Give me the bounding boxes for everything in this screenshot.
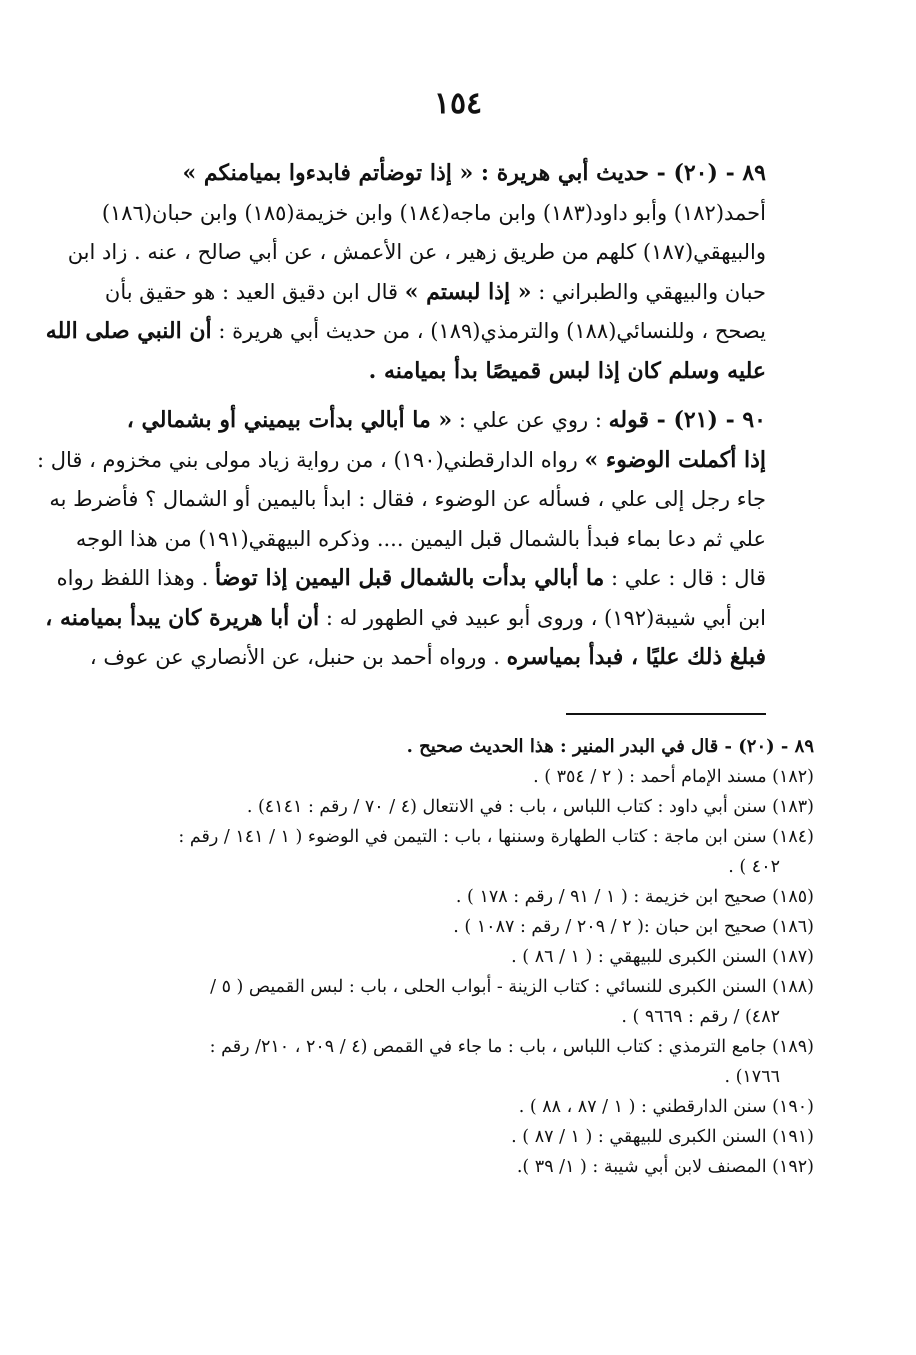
footnote-191: (١٩١) السنن الكبرى للبيهقي : ( ١ / ٨٧ ) .	[511, 1127, 814, 1147]
text-span: . ورواه أحمد بن حنبل، عن الأنصاري عن عوف ،	[89, 645, 507, 669]
footnote-188-continued: ٤٨٢) / رقم : ٩٦٦٩ ) .	[621, 1007, 780, 1027]
text-span: رواه الدارقطني(١٩٠) ، من رواية زياد مولى بني مخزوم ، قال :	[36, 447, 585, 472]
text-line	[45, 599, 766, 639]
text-span: يصحح ، وللنسائي(١٨٨) والترمذي(١٨٩) ، من حديث أبي هريرة :	[211, 319, 766, 343]
footnote-186: (١٨٦) صحيح ابن حبان :( ٢ / ٢٠٩ / رقم : ١٠٨٧ ) .	[453, 917, 814, 937]
page-number: ١٥٤	[433, 86, 483, 121]
hadith-89-paragraph	[45, 154, 766, 391]
bold-quote: فبلغ ذلك عليًا ، فبدأ بمياسره	[506, 644, 766, 670]
text-span: . وهذا اللفظ رواه	[56, 566, 215, 590]
text-line	[56, 559, 766, 599]
footnote-187: (١٨٧) السنن الكبرى للبيهقي : ( ١ / ٨٦ ) .	[511, 947, 814, 967]
hadith-90-heading: ٩٠ - (٢١) - قوله	[608, 407, 766, 433]
text-line: جاء رجل إلى علي ، فسأله عن الوضوء ، فقال : ابدأ باليمين أو الشمال ؟ فأضرط به	[49, 487, 766, 511]
bold-quote: « ما أبالي بدأت بيميني أو بشمالي ،	[126, 407, 453, 433]
text-line	[45, 312, 766, 352]
bold-quote: « إذا لبستم »	[404, 278, 532, 305]
text-span: قال ابن دقيق العيد : هو حقيق بأن	[104, 279, 405, 304]
text-span: : روي عن علي :	[452, 408, 609, 432]
footnote-190: (١٩٠) سنن الدارقطني : ( ١ / ٨٧ ، ٨٨ ) .	[518, 1097, 814, 1117]
text-span: حبان والبيهقي والطبراني :	[531, 279, 766, 304]
footnote-189: (١٨٩) جامع الترمذي : كتاب اللباس ، باب : ما جاء في القمص (٤ / ٢٠٩ ، ٢١٠/ رقم :	[209, 1037, 814, 1057]
bold-quote: أن أبا هريرة كان يبدأ بميامنه ،	[45, 604, 320, 631]
footnote-184: (١٨٤) سنن ابن ماجة : كتاب الطهارة وسننها ، باب : التيمن في الوضوء ( ١ / ١٤١ / رقم :	[178, 827, 814, 847]
text-span: قال : قال : علي :	[604, 566, 766, 590]
text-line	[89, 638, 766, 678]
text-line: أحمد(١٨٢) وأبو داود(١٨٣) وابن ماجه(١٨٤) وابن خزيمة(١٨٥) وابن حبان(١٨٦)	[101, 200, 766, 225]
footnote-183: (١٨٣) سنن أبي داود : كتاب اللباس ، باب : في الانتعال (٤ / ٧٠ / رقم : ٤١٤١) .	[246, 797, 814, 817]
footnote-189-continued: ١٧٦٦) .	[724, 1067, 780, 1087]
hadith-89-heading: ٨٩ - (٢٠) - حديث أبي هريرة : « إذا توضأتم فابدءوا بميامنكم »	[182, 160, 766, 186]
text-line	[100, 273, 766, 313]
footnote-185: (١٨٥) صحيح ابن خزيمة : ( ١ / ٩١ / رقم : ١٧٨ ) .	[455, 887, 814, 907]
footnote-divider	[566, 713, 766, 715]
bold-quote-line: عليه وسلم كان إذا لبس قميصًا بدأ بميامنه .	[368, 357, 766, 384]
text-span: ابن أبي شيبة(١٩٢) ، وروى أبو عبيد في الطهور له :	[319, 605, 766, 630]
footnote-192: (١٩٢) المصنف لابن أبي شيبة : ( ١/ ٣٩ ).	[516, 1157, 814, 1177]
footnotes	[56, 732, 814, 1182]
text-line: والبيهقي(١٨٧) كلهم من طريق زهير ، عن الأعمش ، عن أبي صالح ، عنه . زاد ابن	[67, 240, 766, 264]
footnote-182: (١٨٢) مسند الإمام أحمد : ( ٢ / ٣٥٤ ) .	[533, 767, 814, 787]
text-line	[100, 401, 766, 441]
main-text	[36, 154, 766, 688]
footnote-title: ٨٩ - (٢٠) - قال في البدر المنير : هذا الحديث صحيح .	[406, 736, 814, 757]
bold-quote: ما أبالي بدأت بالشمال قبل اليمين إذا توضأ	[214, 565, 605, 591]
hadith-90-paragraph	[36, 401, 766, 678]
footnote-184-continued: ٤٠٢ ) .	[728, 857, 780, 877]
bold-quote: إذا أكملت الوضوء »	[584, 446, 766, 473]
text-line: علي ثم دعا بماء فبدأ بالشمال قبل اليمين .... وذكره البيهقي(١٩١) من هذا الوجه	[75, 526, 766, 551]
footnote-188: (١٨٨) السنن الكبرى للنسائي : كتاب الزينة - أبواب الحلى ، باب : لبس القميص ( ٥ /	[210, 977, 814, 997]
bold-quote: أن النبي صلى الله	[45, 318, 212, 344]
text-line	[36, 441, 766, 481]
